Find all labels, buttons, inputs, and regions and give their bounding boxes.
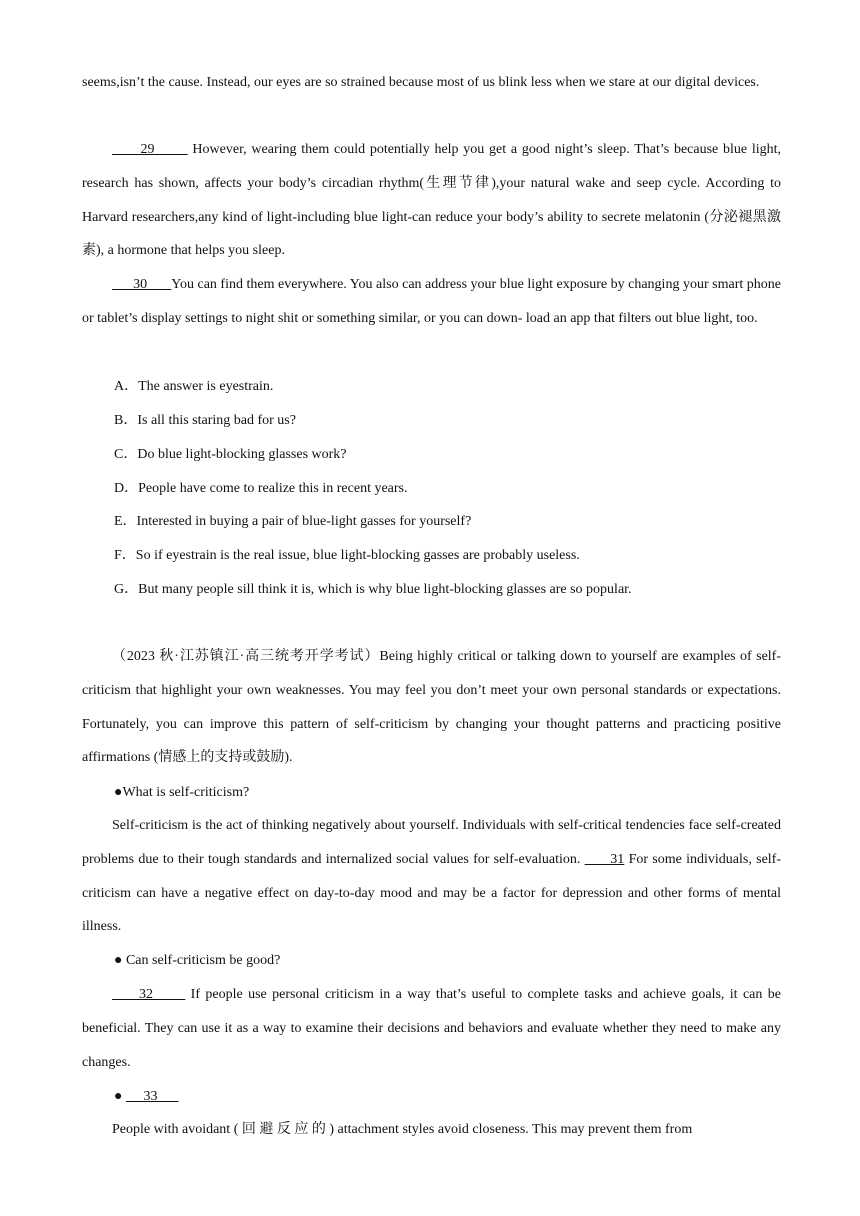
heading-what-is-self-criticism: ●What is self-criticism? (114, 785, 250, 800)
paragraph-30-text: You can find them everywhere. You also can address your blue light exposure by changing your smart phone or tablet’s display settings to night shit or something similar, or you can down- load an app that filters out blue light, too. (82, 277, 781, 326)
option-d: D．People have come to realize this in recent years. (114, 481, 408, 496)
paragraph-avoidant: People with avoidant ( 回 避 反 应 的 ) attachment styles avoid closeness. This may prevent them from (112, 1122, 693, 1137)
bullet-mark: ● (114, 1089, 123, 1104)
paragraph-31-after: For some individuals, self-criticism can have a negative effect on day-to-day mood and may be a factor for depression and other forms of mental illness. (82, 851, 781, 935)
paragraph-32-text: If people use personal criticism in a way that’s useful to complete tasks and achieve goals, it can be beneficial. They can use it as a way to examine their decisions and behaviors and evaluate whether they need to make any changes. (82, 987, 781, 1070)
paragraph-29-text: However, wearing them could potentially help you get a good night’s sleep. That’s because blue light, research has shown, affects your body’s circadian rhythm(生理节律),your natural wake and seep cycle. According to Harvard researchers,any kind of light-including blue light-can reduce your body’s ability to secrete melatonin (分泌褪黑激素), a hormone that helps you sleep. (82, 142, 782, 259)
option-b: B．Is all this staring bad for us? (114, 413, 296, 428)
heading-can-self-criticism-be-good: ● Can self-criticism be good? (114, 953, 281, 968)
paragraph-passage2-intro: （2023 秋·江苏镇江·高三统考开学考试）Being highly critical or talking down to yourself are examples of self-criticism that highlight your own weaknesses. You may feel you don’t meet your own personal standards or expectations. Fortunately, you can improve this pattern of self-criticism by changing your thought patterns and practicing positive affirmations (情感上的支持或鼓励). (82, 649, 781, 766)
paragraph-question-31 (82, 809, 781, 944)
heading-question-33 (114, 1087, 813, 1107)
option-c: C．Do blue light-blocking glasses work? (114, 447, 347, 462)
blank-32: 32 (112, 987, 186, 1002)
paragraph-31-text: Self-criticism is the act of thinking negatively about yourself. Individuals with self-critical tendencies face self-created problems due to their tough standards and internalized social values for self-evaluation. (82, 818, 781, 867)
blank-31: 31 (584, 851, 625, 867)
blank-29: 29 (112, 142, 188, 157)
paragraph-intro-continuation: seems,isn’t the cause. Instead, our eyes are so strained because most of us blink less when we stare at our digital devices. (82, 75, 760, 90)
paragraph-question-32 (82, 978, 781, 1079)
option-e: E．Interested in buying a pair of blue-light gasses for yourself? (114, 514, 472, 529)
blank-30: 30 (112, 277, 172, 292)
option-a: A．The answer is eyestrain. (114, 379, 274, 394)
option-g: G．But many people sill think it is, which is why blue light-blocking glasses are so popular. (114, 582, 632, 597)
option-f: F．So if eyestrain is the real issue, blue light-blocking gasses are probably useless. (114, 548, 580, 563)
paragraph-question-29 (82, 133, 781, 268)
paragraph-question-30 (82, 268, 781, 336)
blank-33: 33 (125, 1089, 179, 1104)
